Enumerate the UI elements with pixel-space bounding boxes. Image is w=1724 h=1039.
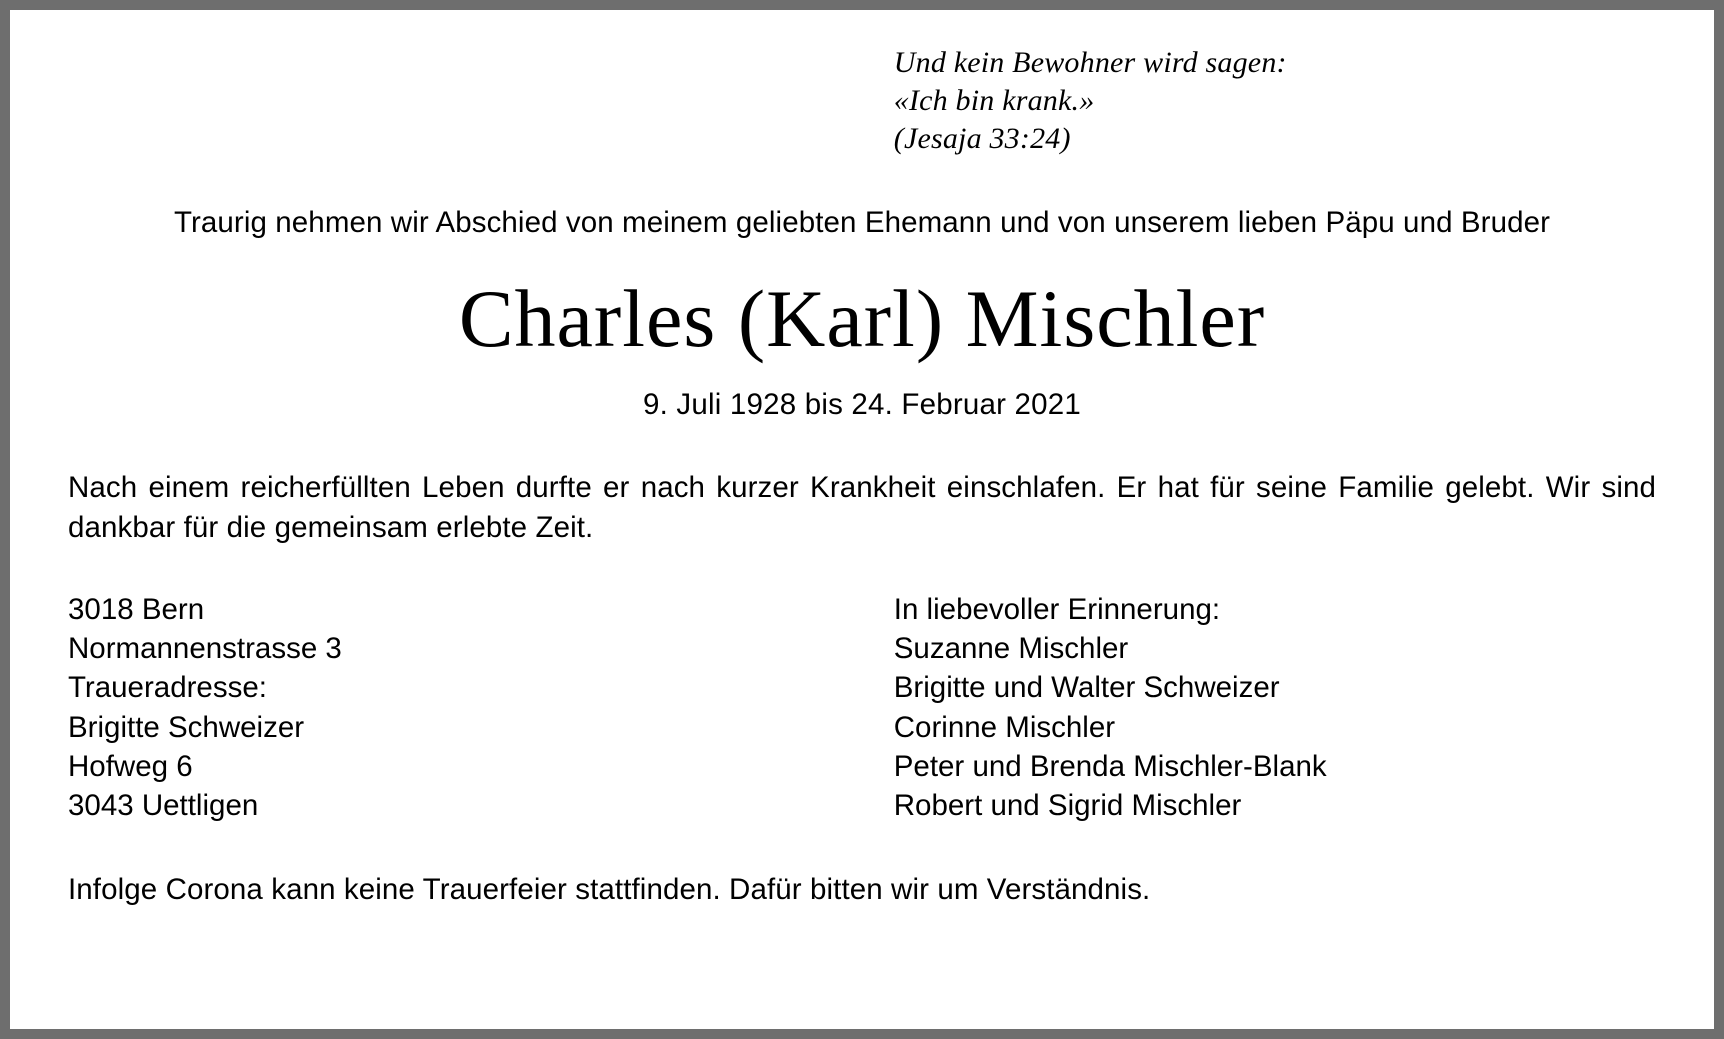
epitaph-line-3: (Jesaja 33:24): [893, 121, 1071, 155]
funeral-notice: Infolge Corona kann keine Trauerfeier stattfinden. Dafür bitten wir um Verständnis.: [68, 873, 1151, 907]
life-dates: 9. Juli 1928 bis 24. Februar 2021: [643, 388, 1081, 422]
details-columns: [68, 590, 1656, 825]
mourner-line-5: Robert und Sigrid Mischler: [893, 789, 1242, 823]
epitaph-line-2: «Ich bin krank.»: [893, 83, 1095, 117]
address-line-1: 3018 Bern: [68, 592, 205, 626]
eulogy-text: Nach einem reicherfüllten Leben durfte er nach kurzer Krankheit einschlafen. Er hat für seine Familie gelebt. Wir sind dankbar für die gemeinsam erlebte Zeit.: [68, 471, 1656, 545]
mourners-block: [894, 590, 1656, 825]
intro-text: Traurig nehmen wir Abschied von meinem geliebten Ehemann und von unserem lieben Päpu und Bruder: [173, 206, 1551, 240]
epitaph-quote: [894, 44, 1656, 157]
mourner-line-1: Suzanne Mischler: [893, 632, 1129, 666]
address-line-4: Brigitte Schweizer: [68, 710, 305, 744]
mourner-line-2: Brigitte und Walter Schweizer: [893, 671, 1280, 705]
address-line-3: Traueradresse:: [68, 671, 267, 705]
epitaph-line-1: Und kein Bewohner wird sagen:: [893, 46, 1287, 79]
deceased-name: Charles (Karl) Mischler: [458, 273, 1266, 365]
obituary-card: [10, 10, 1714, 1029]
address-block: [68, 590, 894, 825]
mourner-line-3: Corinne Mischler: [893, 710, 1116, 744]
address-line-6: 3043 Uettligen: [68, 789, 259, 823]
mourners-heading: In liebevoller Erinnerung:: [893, 592, 1221, 626]
mourner-line-4: Peter und Brenda Mischler-Blank: [893, 749, 1327, 783]
address-line-5: Hofweg 6: [68, 749, 193, 783]
address-line-2: Normannenstrasse 3: [68, 632, 342, 666]
